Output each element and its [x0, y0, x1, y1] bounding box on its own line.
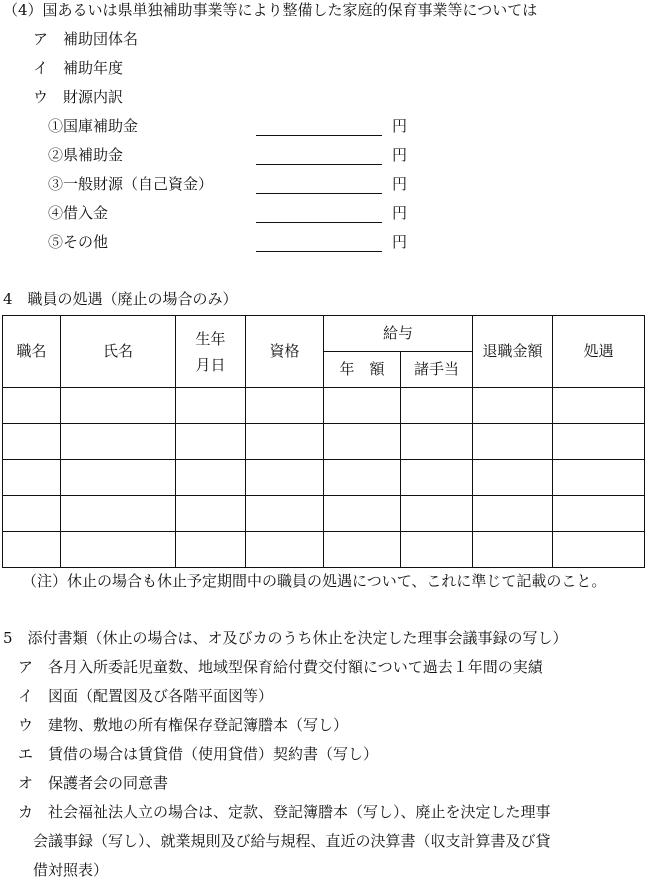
empty-cell [324, 496, 401, 532]
funding-label-other: ⑤その他 [48, 233, 109, 251]
funding-label-loan: ④借入金 [48, 204, 109, 222]
amount-blank-line [256, 164, 382, 165]
amount-blank-line [256, 222, 382, 223]
col-header-name: 氏名 [61, 316, 176, 388]
empty-cell [3, 460, 61, 496]
empty-cell [176, 496, 246, 532]
empty-cell [246, 460, 324, 496]
empty-cell [553, 460, 645, 496]
empty-cell [246, 496, 324, 532]
table-row [3, 388, 645, 424]
empty-cell [401, 532, 473, 568]
yen-unit: 円 [392, 233, 408, 251]
empty-cell [473, 424, 553, 460]
empty-cell [3, 496, 61, 532]
empty-cell [61, 496, 176, 532]
empty-cell [61, 388, 176, 424]
empty-cell [246, 532, 324, 568]
empty-cell [324, 532, 401, 568]
col-header-annual: 年 額 [324, 352, 401, 388]
col-header-qualification: 資格 [246, 316, 324, 388]
empty-cell [553, 388, 645, 424]
amount-blank-line [256, 193, 382, 194]
item-subsidy-organization: ア 補助団体名 [33, 30, 139, 48]
yen-unit: 円 [392, 175, 408, 193]
empty-cell [401, 424, 473, 460]
empty-cell [401, 388, 473, 424]
empty-cell [3, 532, 61, 568]
empty-cell [176, 460, 246, 496]
empty-cell [401, 496, 473, 532]
item-funding-breakdown: ウ 財源内訳 [33, 88, 124, 106]
staff-treatment-table [2, 315, 645, 568]
table-row [3, 424, 645, 460]
yen-unit: 円 [392, 117, 408, 135]
col-header-allowance: 諸手当 [401, 352, 473, 388]
empty-cell [553, 532, 645, 568]
attachment-item: イ 図面（配置図及び各階平面図等） [18, 687, 274, 705]
empty-cell [61, 460, 176, 496]
table-row [3, 460, 645, 496]
empty-cell [246, 424, 324, 460]
empty-cell [324, 388, 401, 424]
item-subsidy-year: イ 補助年度 [33, 59, 124, 77]
birthdate-line-1: 生年 [195, 329, 226, 348]
empty-cell [176, 532, 246, 568]
table-note: （注）休止の場合も休止予定期間中の職員の処遇について、これに準じて記載のこと。 [22, 572, 607, 590]
empty-cell [61, 532, 176, 568]
empty-cell [246, 388, 324, 424]
attachment-item: ア 各月入所委託児童数、地域型保育給付費交付額について過去１年間の実績 [18, 658, 543, 676]
empty-cell [473, 496, 553, 532]
col-header-retirement: 退職金額 [473, 316, 553, 388]
birthdate-line-2: 月日 [195, 355, 226, 374]
col-header-treatment: 処遇 [553, 316, 645, 388]
table-row [3, 532, 645, 568]
funding-label-general: ③一般財源（自己資金） [48, 175, 214, 193]
col-header-title: 職名 [3, 316, 61, 388]
empty-cell [61, 424, 176, 460]
col-header-birthdate [176, 316, 246, 388]
yen-unit: 円 [392, 204, 408, 222]
empty-cell [553, 496, 645, 532]
funding-label-national: ①国庫補助金 [48, 117, 139, 135]
attachment-item: エ 賃借の場合は賃貸借（使用貸借）契約書（写し） [18, 745, 379, 763]
amount-blank-line [256, 251, 382, 252]
attachment-item: ウ 建物、敷地の所有権保存登記簿謄本（写し） [18, 716, 349, 734]
funding-label-prefecture: ②県補助金 [48, 146, 124, 164]
empty-cell [401, 460, 473, 496]
empty-cell [473, 532, 553, 568]
amount-blank-line [256, 135, 382, 136]
empty-cell [176, 388, 246, 424]
col-header-salary: 給与 [324, 316, 473, 352]
subsection-heading: （4）国あるいは県単独補助事業等により整備した家庭的保育事業等については [3, 1, 538, 19]
section-heading-attachments: 5 添付書類（休止の場合は、オ及びカのうち休止を決定した理事会議事録の写し） [3, 629, 568, 647]
attachment-item-continuation: 借対照表） [33, 861, 109, 879]
attachment-item: カ 社会福祉法人立の場合は、定款、登記簿謄本（写し）、廃止を決定した理事 [18, 803, 551, 821]
empty-cell [3, 388, 61, 424]
empty-cell [553, 424, 645, 460]
attachment-item-continuation: 会議事録（写し）、就業規則及び給与規程、直近の決算書（収支計算書及び貸 [33, 832, 551, 850]
empty-cell [324, 460, 401, 496]
attachment-item: オ 保護者会の同意書 [18, 774, 169, 792]
yen-unit: 円 [392, 146, 408, 164]
empty-cell [176, 424, 246, 460]
empty-cell [473, 388, 553, 424]
empty-cell [324, 424, 401, 460]
empty-cell [3, 424, 61, 460]
section-heading-staff: 4 職員の処遇（廃止の場合のみ） [3, 290, 238, 308]
table-row [3, 496, 645, 532]
empty-cell [473, 460, 553, 496]
